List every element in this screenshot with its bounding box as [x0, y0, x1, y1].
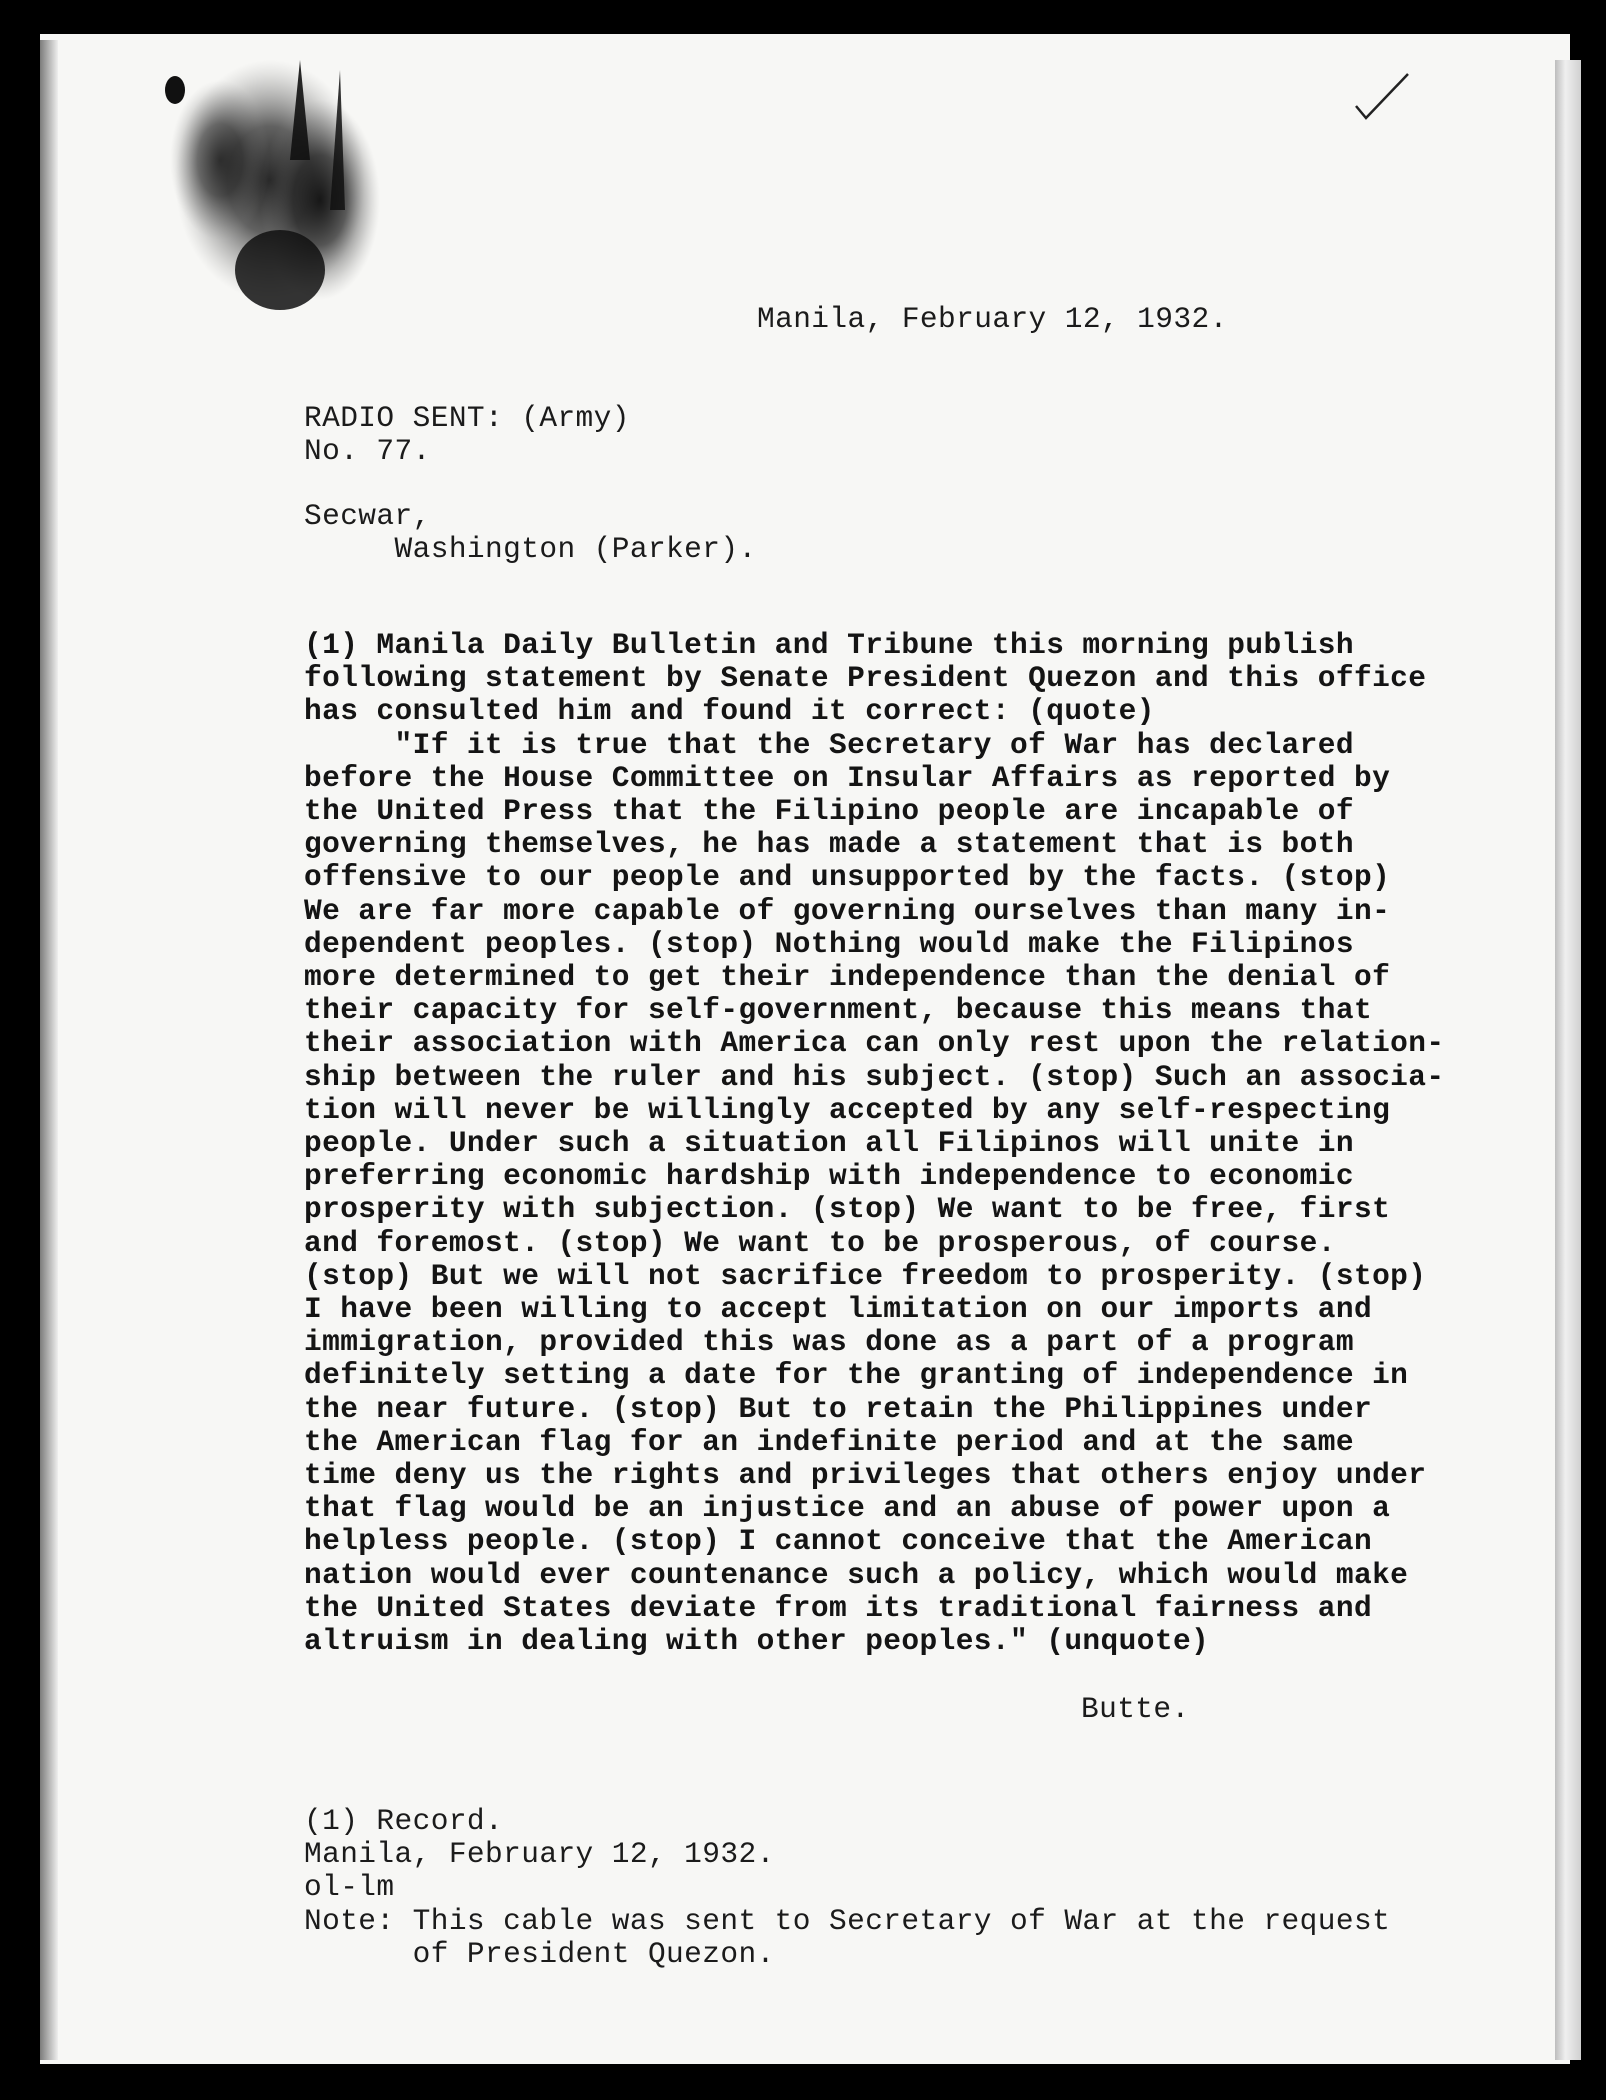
footer-line: ol-lm [304, 1870, 395, 1905]
body-line: more determined to get their independence than the denial of [304, 960, 1391, 995]
page-right-edge [1555, 60, 1581, 2060]
footer-line: of President Quezon. [304, 1936, 775, 1971]
ink-blot-icon [150, 40, 410, 330]
message-number: No. 77. [304, 434, 431, 469]
footer-notes [304, 1805, 1390, 1971]
body-line: the American flag for an indefinite period and at the same [304, 1424, 1354, 1459]
body-line: offensive to our people and unsupported by the facts. (stop) [304, 860, 1391, 895]
footer-line: Note: This cable was sent to Secretary of War at the request [304, 1903, 1391, 1938]
message-body [304, 629, 1444, 1658]
body-line: (1) Manila Daily Bulletin and Tribune this morning publish [304, 628, 1354, 662]
address-location: Washington (Parker). [304, 532, 757, 567]
body-line: their association with America can only rest upon the relation- [304, 1026, 1445, 1061]
body-line: the near future. (stop) But to retain the Philippines under [304, 1391, 1373, 1426]
body-line: nation would ever countenance such a policy, which would make [304, 1557, 1409, 1592]
body-line: (stop) But we will not sacrifice freedom to prosperity. (stop) [304, 1258, 1427, 1293]
body-line: their capacity for self-government, because this means that [304, 993, 1373, 1028]
body-line: the United Press that the Filipino people are incapable of [304, 794, 1354, 829]
addressee: Secwar, [304, 499, 431, 533]
signature: Butte. [1081, 1692, 1190, 1726]
body-line: I have been willing to accept limitation on our imports and [304, 1292, 1373, 1327]
body-line: definitely setting a date for the granting of independence in [304, 1358, 1409, 1393]
body-line: preferring economic hardship with independence to economic [304, 1159, 1354, 1194]
body-line: dependent peoples. (stop) Nothing would make the Filipinos [304, 926, 1354, 961]
dateline: Manila, February 12, 1932. [757, 302, 1228, 336]
check-mark-icon [1352, 70, 1412, 130]
body-line: time deny us the rights and privileges that others enjoy under [304, 1458, 1427, 1493]
body-line: governing themselves, he has made a statement that is both [304, 827, 1354, 862]
body-line: helpless people. (stop) I cannot conceive that the American [304, 1524, 1373, 1559]
body-line: We are far more capable of governing ourselves than many in- [304, 893, 1391, 928]
body-line: tion will never be willingly accepted by any self-respecting [304, 1092, 1391, 1127]
radio-sent-line: RADIO SENT: (Army) [304, 401, 630, 435]
body-line: people. Under such a situation all Filipinos will unite in [304, 1126, 1354, 1161]
footer-line: (1) Record. [304, 1804, 504, 1838]
address-block [304, 500, 757, 566]
body-line: ship between the ruler and his subject. (stop) Such an associa- [304, 1059, 1445, 1094]
body-line: immigration, provided this was done as a part of a program [304, 1325, 1354, 1360]
page-left-shadow [40, 40, 58, 2060]
body-line: the United States deviate from its traditional fairness and [304, 1590, 1373, 1625]
body-line: "If it is true that the Secretary of War has declared [304, 727, 1354, 762]
body-line: following statement by Senate President Quezon and this office [304, 661, 1427, 696]
footer-line: Manila, February 12, 1932. [304, 1837, 775, 1872]
body-line: and foremost. (stop) We want to be prosperous, of course. [304, 1225, 1336, 1260]
body-line: that flag would be an injustice and an abuse of power upon a [304, 1491, 1391, 1526]
body-line: has consulted him and found it correct: (quote) [304, 694, 1155, 729]
body-line: prosperity with subjection. (stop) We want to be free, first [304, 1192, 1391, 1227]
radio-header [304, 402, 630, 468]
body-line: altruism in dealing with other peoples." (unquote) [304, 1624, 1210, 1659]
body-line: before the House Committee on Insular Affairs as reported by [304, 760, 1391, 795]
